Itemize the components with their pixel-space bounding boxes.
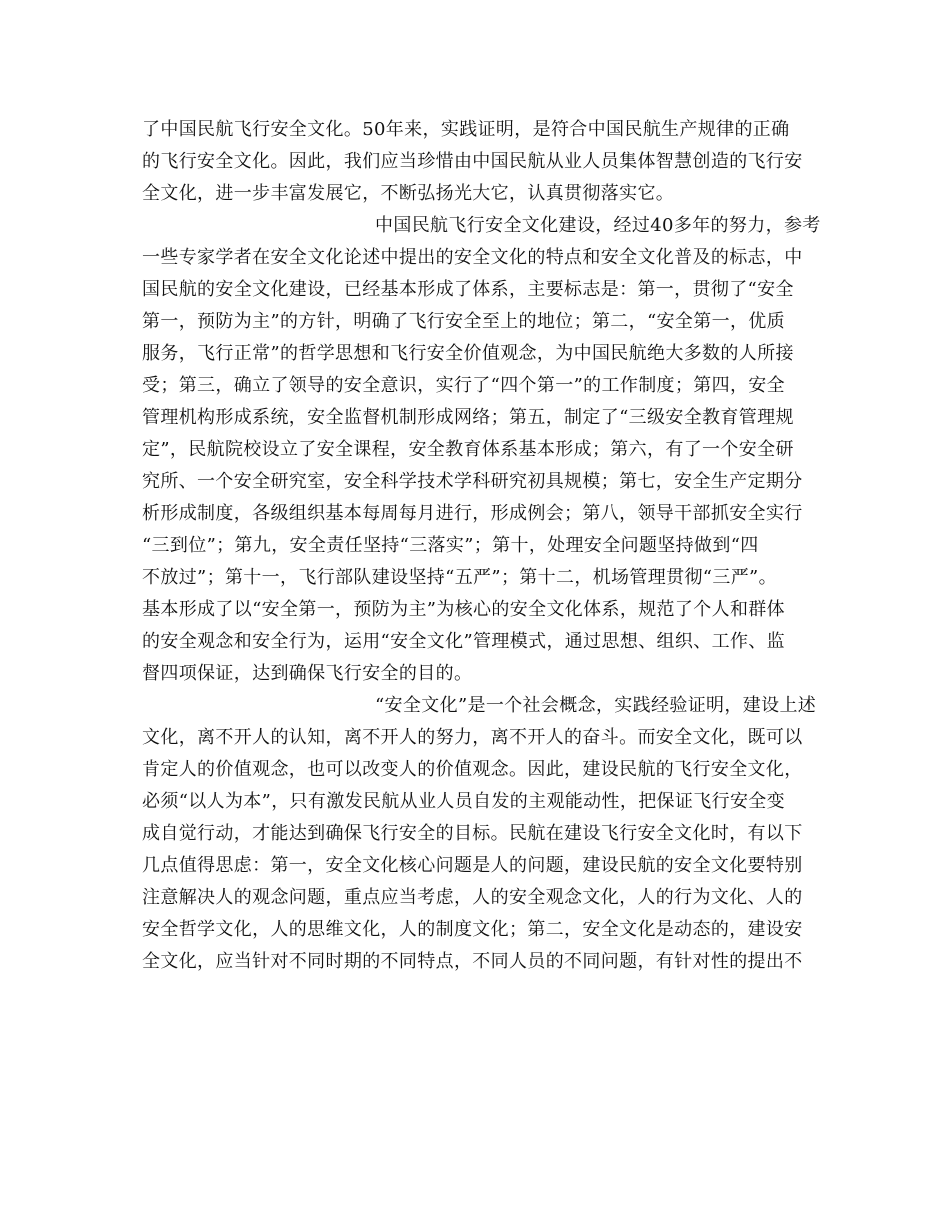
- text-line: “三到位”；第九，安全责任坚持“三落实”；第十，处理安全问题坚持做到“四: [142, 535, 759, 556]
- paragraph-start-line: “安全文化”是一个社会概念，实践经验证明，建设上述: [375, 695, 817, 716]
- text-line: 肯定人的价值观念，也可以改变人的价值观念。因此，建设民航的飞行安全文化，: [142, 759, 803, 780]
- text-line: 全文化，应当针对不同时期的不同特点，不同人员的不同问题，有针对性的提出不: [142, 951, 803, 972]
- paragraph-start-line: 中国民航飞行安全文化建设，经过40多年的努力，参考: [375, 215, 821, 236]
- text-line: 安全哲学文化，人的思维文化，人的制度文化；第二，安全文化是动态的，建设安: [142, 919, 803, 940]
- text-line: 不放过”；第十一，飞行部队建设坚持“五严”；第十二，机场管理贯彻“三严”。: [142, 567, 777, 588]
- text-line: 究所、一个安全研究室，安全科学技术学科研究初具规模；第七，安全生产定期分: [142, 471, 803, 492]
- text-line: 定”，民航院校设立了安全课程，安全教育体系基本形成；第六，有了一个安全研: [142, 439, 794, 460]
- text-line: 第一，预防为主”的方针，明确了飞行安全至上的地位；第二，“安全第一，优质: [142, 311, 786, 332]
- text-line: 必须“以人为本”，只有激发民航从业人员自发的主观能动性，把保证飞行安全变: [142, 791, 786, 812]
- text-line: 析形成制度，各级组织基本每周每月进行，形成例会；第八，领导干部抓安全实行: [142, 503, 803, 524]
- text-line: 督四项保证，达到确保飞行安全的目的。: [142, 663, 473, 684]
- text-line: 基本形成了以“安全第一，预防为主”为核心的安全文化体系，规范了个人和群体: [142, 599, 786, 620]
- text-line: 成自觉行动，才能达到确保飞行安全的目标。民航在建设飞行安全文化时，有以下: [142, 823, 803, 844]
- text-line: 一些专家学者在安全文化论述中提出的安全文化的特点和安全文化普及的标志，中: [142, 247, 803, 268]
- text-line: 文化，离不开人的认知，离不开人的努力，离不开人的奋斗。而安全文化，既可以: [142, 727, 803, 748]
- text-line: 几点值得思虑：第一，安全文化核心问题是人的问题，建设民航的安全文化要特别: [142, 855, 803, 876]
- text-line: 全文化，进一步丰富发展它，不断弘扬光大它，认真贯彻落实它。: [142, 183, 675, 204]
- text-line: 的飞行安全文化。因此，我们应当珍惜由中国民航从业人员集体智慧创造的飞行安: [142, 151, 803, 172]
- text-line: 国民航的安全文化建设，已经基本形成了体系，主要标志是：第一，贯彻了“安全: [142, 279, 794, 300]
- text-line: 管理机构形成系统，安全监督机制形成网络；第五，制定了“三级安全教育管理规: [142, 407, 794, 428]
- text-line: 的安全观念和安全行为，运用“安全文化”管理模式，通过思想、组织、工作、监: [142, 631, 786, 652]
- text-line: 注意解决人的观念问题，重点应当考虑，人的安全观念文化，人的行为文化、人的: [142, 887, 803, 908]
- text-line: 受；第三，确立了领导的安全意识，实行了“四个第一”的工作制度；第四，安全: [142, 375, 786, 396]
- text-line: 服务，飞行正常”的哲学思想和飞行安全价值观念，为中国民航绝大多数的人所接: [142, 343, 794, 364]
- body-text: [142, 114, 832, 978]
- text-line: 了中国民航飞行安全文化。50年来，实践证明，是符合中国民航生产规律的正确: [142, 119, 790, 140]
